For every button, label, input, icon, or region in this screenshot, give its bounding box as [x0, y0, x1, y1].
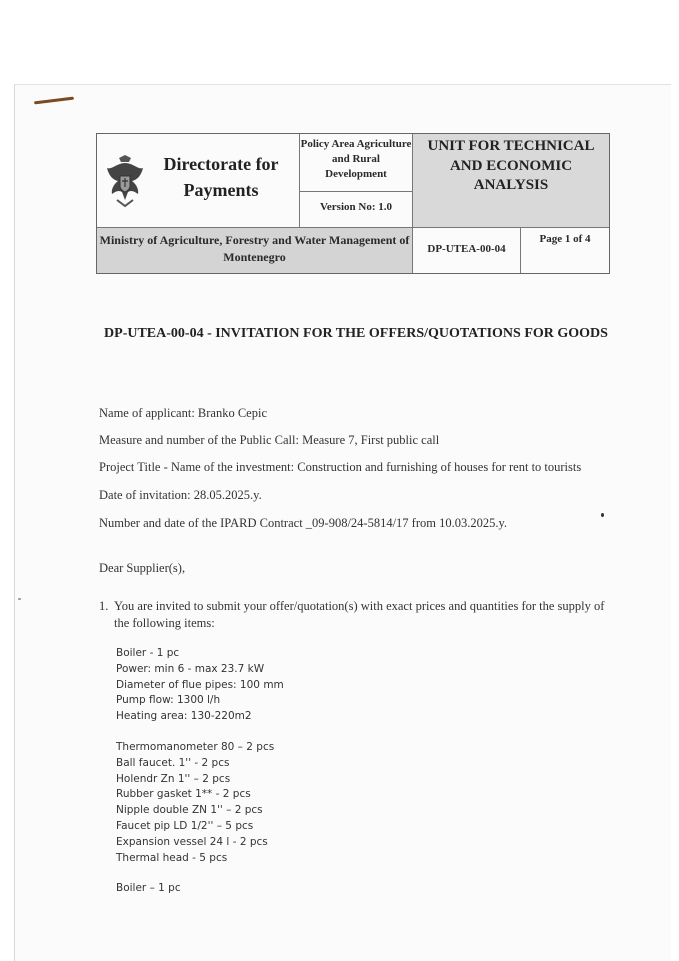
list-item: Holendr Zn 1'' – 2 pcs	[116, 772, 231, 785]
ministry-cell	[97, 227, 413, 273]
spec-list-fittings	[116, 740, 274, 866]
list-item: Thermal head - 5 pcs	[116, 851, 228, 864]
unit-title: UNIT FOR TECHNICAL AND ECONOMIC ANALYSIS	[427, 138, 595, 193]
doc-code-cell	[413, 227, 521, 273]
coat-of-arms-icon	[103, 154, 147, 208]
date-line: Date of invitation: 28.05.2025.y.	[99, 488, 262, 502]
ink-speck	[18, 598, 21, 600]
project-line: Project Title - Name of the investment: Construction and furnishing of houses for rent to tourists	[99, 460, 582, 474]
directorate-title: Directorate for Payments	[163, 154, 279, 200]
page-number-cell	[521, 227, 609, 273]
list-item: Diameter of flue pipes: 100 mm	[116, 678, 284, 691]
spec-list-boiler-2	[116, 881, 181, 897]
page-number-text: Page 1 of 4	[539, 233, 591, 245]
list-item: Expansion vessel 24 l - 2 pcs	[116, 835, 268, 848]
policy-area-cell	[300, 134, 413, 192]
list-item: Nipple double ZN 1'' – 2 pcs	[116, 804, 263, 817]
unit-cell	[413, 134, 609, 227]
contract-line: Number and date of the IPARD Contract _09-908/24-5814/17 from 10.03.2025.y.	[99, 516, 508, 530]
list-item: Boiler – 1 pc	[116, 882, 181, 894]
version-text: Version No: 1.0	[319, 201, 392, 213]
list-item: Boiler - 1 pc	[116, 647, 180, 659]
policy-area-text: Policy Area Agriculture and Rural Development	[300, 138, 412, 180]
measure-line: Measure and number of the Public Call: Measure 7, First public call	[99, 433, 440, 447]
ink-speck	[601, 513, 604, 517]
list-item: Faucet pip LD 1/2'' – 5 pcs	[116, 819, 254, 832]
document-title: DP-UTEA-00-04 - INVITATION FOR THE OFFERS/QUOTATIONS FOR GOODS	[104, 326, 608, 341]
item-number: 1.	[99, 599, 109, 613]
ministry-text: Ministry of Agriculture, Forestry and Water Management of Montenegro	[99, 233, 410, 264]
directorate-cell	[97, 134, 300, 227]
list-item: Ball faucet. 1'' - 2 pcs	[116, 756, 230, 769]
item-text: You are invited to submit your offer/quotation(s) with exact prices and quantities for the supply of the following items:	[114, 599, 605, 630]
greeting: Dear Supplier(s),	[99, 561, 186, 575]
list-item: Pump flow: 1300 l/h	[116, 694, 221, 707]
applicant-line: Name of applicant: Branko Cepic	[99, 406, 267, 420]
list-item: Heating area: 130-220m2	[116, 710, 252, 723]
list-item: Thermomanometer 80 – 2 pcs	[116, 741, 275, 753]
list-item: Rubber gasket 1** - 2 pcs	[116, 788, 251, 801]
doc-code-text: DP-UTEA-00-04	[427, 243, 506, 255]
spec-list-boiler	[116, 646, 284, 725]
numbered-item	[99, 598, 619, 632]
list-item: Power: min 6 - max 23.7 kW	[116, 662, 265, 675]
version-cell	[300, 192, 413, 227]
document-header-table	[96, 133, 610, 274]
